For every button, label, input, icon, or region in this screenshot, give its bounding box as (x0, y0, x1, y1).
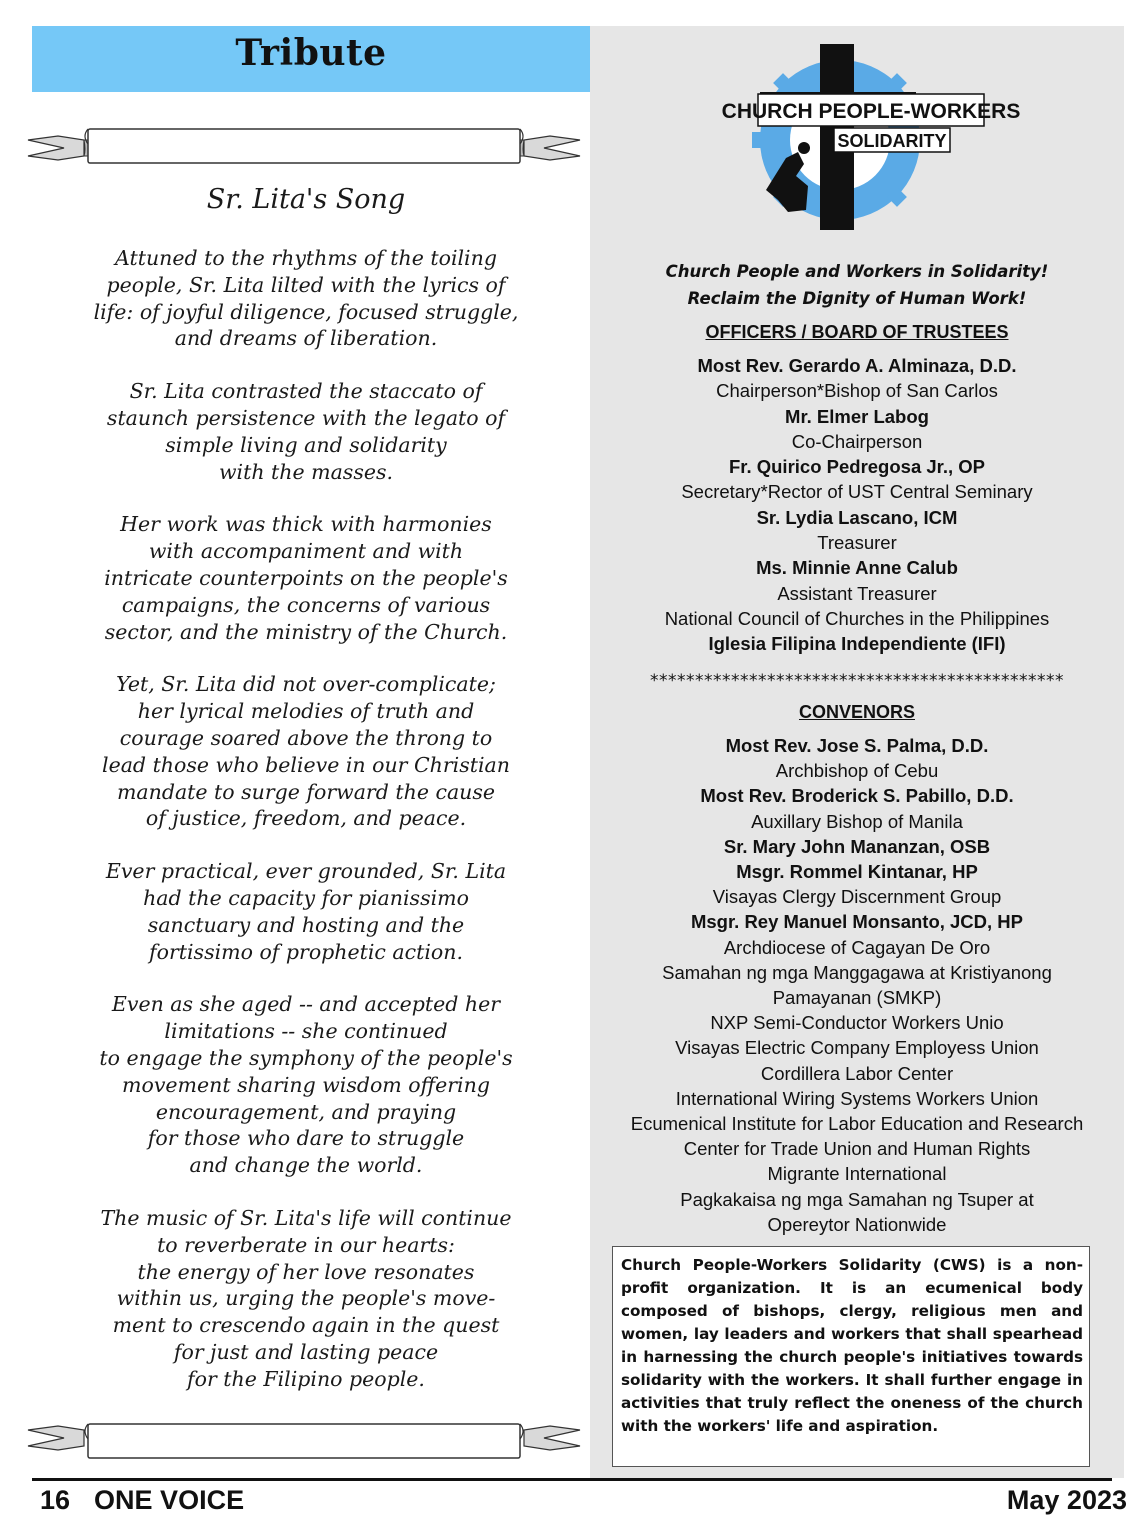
convenor-line: NXP Semi-Conductor Workers Unio (710, 1012, 1004, 1034)
logo-text-line1: CHURCH PEOPLE-WORKERS (721, 100, 1021, 123)
convenor-line: Cordillera Labor Center (760, 1062, 954, 1084)
poem-stanza: Attuned to the rhythms of the toiling people, Sr. Lita lilted with the lyrics of life: of joyful diligence, focused struggle, and dreams of liberation. (93, 246, 519, 351)
logo-text-line2: SOLIDARITY (837, 131, 947, 151)
poem (32, 176, 580, 1418)
officers-list (590, 353, 1124, 657)
cws-logo (721, 40, 1021, 230)
publication-name: ONE VOICE (94, 1485, 245, 1515)
issue-date: May 2023 (1006, 1485, 1127, 1515)
tribute-column (32, 26, 590, 1478)
officer-line: Assistant Treasurer (777, 582, 937, 604)
convenor-line: Samahan ng mga Manggagawa at Kristiyanong (662, 961, 1052, 983)
convenor-line: Pamayanan (SMKP) (772, 987, 942, 1009)
convenor-line: Ecumenical Institute for Labor Education and Research (630, 1113, 1084, 1135)
poem-stanza: Even as she aged -- and accepted her limitations -- she continued to engage the symphony of the people's movement sharing wisdom offering encouragement, and praying for those who dare to struggle and change the world. (99, 992, 513, 1178)
officer-line: Most Rev. Gerardo A. Alminaza, D.D. (697, 355, 1017, 376)
officer-line: Mr. Elmer Labog (785, 405, 929, 427)
poem-stanza: The music of Sr. Lita's life will continue to reverberate in our hearts: the energy of her love resonates within us, urging the people's move- ment to crescendo again in the quest for just and lasting peace for the Filipino people. (100, 1205, 512, 1391)
officer-line: Ms. Minnie Anne Calub (756, 557, 958, 579)
officer-line: National Council of Churches in the Philippines (664, 607, 1050, 629)
poem-stanza: Yet, Sr. Lita did not over-complicate; her lyrical melodies of truth and courage soared above the throng to lead those who believe in our Christian mandate to surge forward the cause of justice, freedom, and peace. (102, 672, 510, 831)
tagline-line1: Church People and Workers in Solidarity! (665, 262, 1049, 281)
officer-line: Secretary*Rector of UST Central Seminary (681, 481, 1033, 503)
officer-line: Chairperson*Bishop of San Carlos (716, 380, 998, 402)
footer-left (40, 1485, 268, 1516)
scroll-banner-top (24, 126, 584, 170)
officer-line: Fr. Quirico Pedregosa Jr., OP (728, 456, 985, 478)
convenor-line: Migrante International (767, 1163, 947, 1185)
convenor-line: Center for Trade Union and Human Rights (683, 1138, 1031, 1160)
tagline (590, 258, 1124, 312)
convenor-line: Auxillary Bishop of Manila (751, 810, 963, 832)
poem-title: Sr. Lita's Song (206, 184, 406, 215)
convenor-line: International Wiring Systems Workers Union (675, 1087, 1039, 1109)
officer-line: Sr. Lydia Lascano, ICM (756, 506, 958, 528)
convenor-line: Most Rev. Broderick S. Pabillo, D.D. (700, 785, 1014, 807)
convenor-line: Pagkakaisa ng mga Samahan ng Tsuper at (680, 1188, 1034, 1210)
convenor-line: Sr. Mary John Mananzan, OSB (723, 835, 991, 857)
convenors-list (590, 733, 1124, 1237)
poem-stanza: Her work was thick with harmonies with accompaniment and with intricate counterpoints on the people's campaigns, the concerns of various sector, and the ministry of the Church. (104, 512, 508, 644)
section-title: Tribute (235, 32, 387, 74)
convenor-line: Opereytor Nationwide (767, 1213, 947, 1235)
poem-stanza: Ever practical, ever grounded, Sr. Lita had the capacity for pianissimo sanctuary and hosting and the fortissimo of prophetic action. (105, 859, 507, 964)
officer-line: Co-Chairperson (791, 430, 923, 452)
convenor-line: Visayas Clergy Discernment Group (712, 886, 1002, 908)
section-header (32, 26, 590, 92)
convenor-line: Archbishop of Cebu (775, 760, 939, 782)
about-box: Church People-Workers Solidarity (CWS) is a non-profit organization. It is an ecumenical body composed of bishops, clergy, religious men and women, lay leaders and workers that shall spearhead in harnessing the church people's initiatives towards solidarity with the workers. It shall further engage in activities that truly reflect the oneness of the church with the workers' life and aspiration. (612, 1246, 1090, 1467)
convenor-line: Msgr. Rey Manuel Monsanto, JCD, HP (690, 911, 1024, 933)
separator: ********************************************** (650, 671, 1064, 691)
footer-rule (32, 1478, 1112, 1481)
convenors-heading: CONVENORS (798, 702, 915, 722)
convenor-line: Most Rev. Jose S. Palma, D.D. (725, 735, 989, 756)
page-number: 16 (40, 1485, 71, 1515)
officers-heading: OFFICERS / BOARD OF TRUSTEES (705, 322, 1009, 342)
officer-line: Treasurer (817, 532, 897, 554)
poem-stanza: Sr. Lita contrasted the staccato of staunch persistence with the legato of simple living and solidarity with the masses. (106, 379, 506, 484)
tagline-line2: Reclaim the Dignity of Human Work! (687, 289, 1027, 308)
organization-column (590, 26, 1124, 1478)
officer-line: Iglesia Filipina Independiente (IFI) (708, 633, 1006, 655)
convenor-line: Archdiocese of Cagayan De Oro (723, 936, 991, 958)
scroll-banner-bottom (24, 1416, 584, 1460)
convenor-line: Visayas Electric Company Employess Union (675, 1037, 1039, 1059)
convenor-line: Msgr. Rommel Kintanar, HP (736, 861, 978, 883)
